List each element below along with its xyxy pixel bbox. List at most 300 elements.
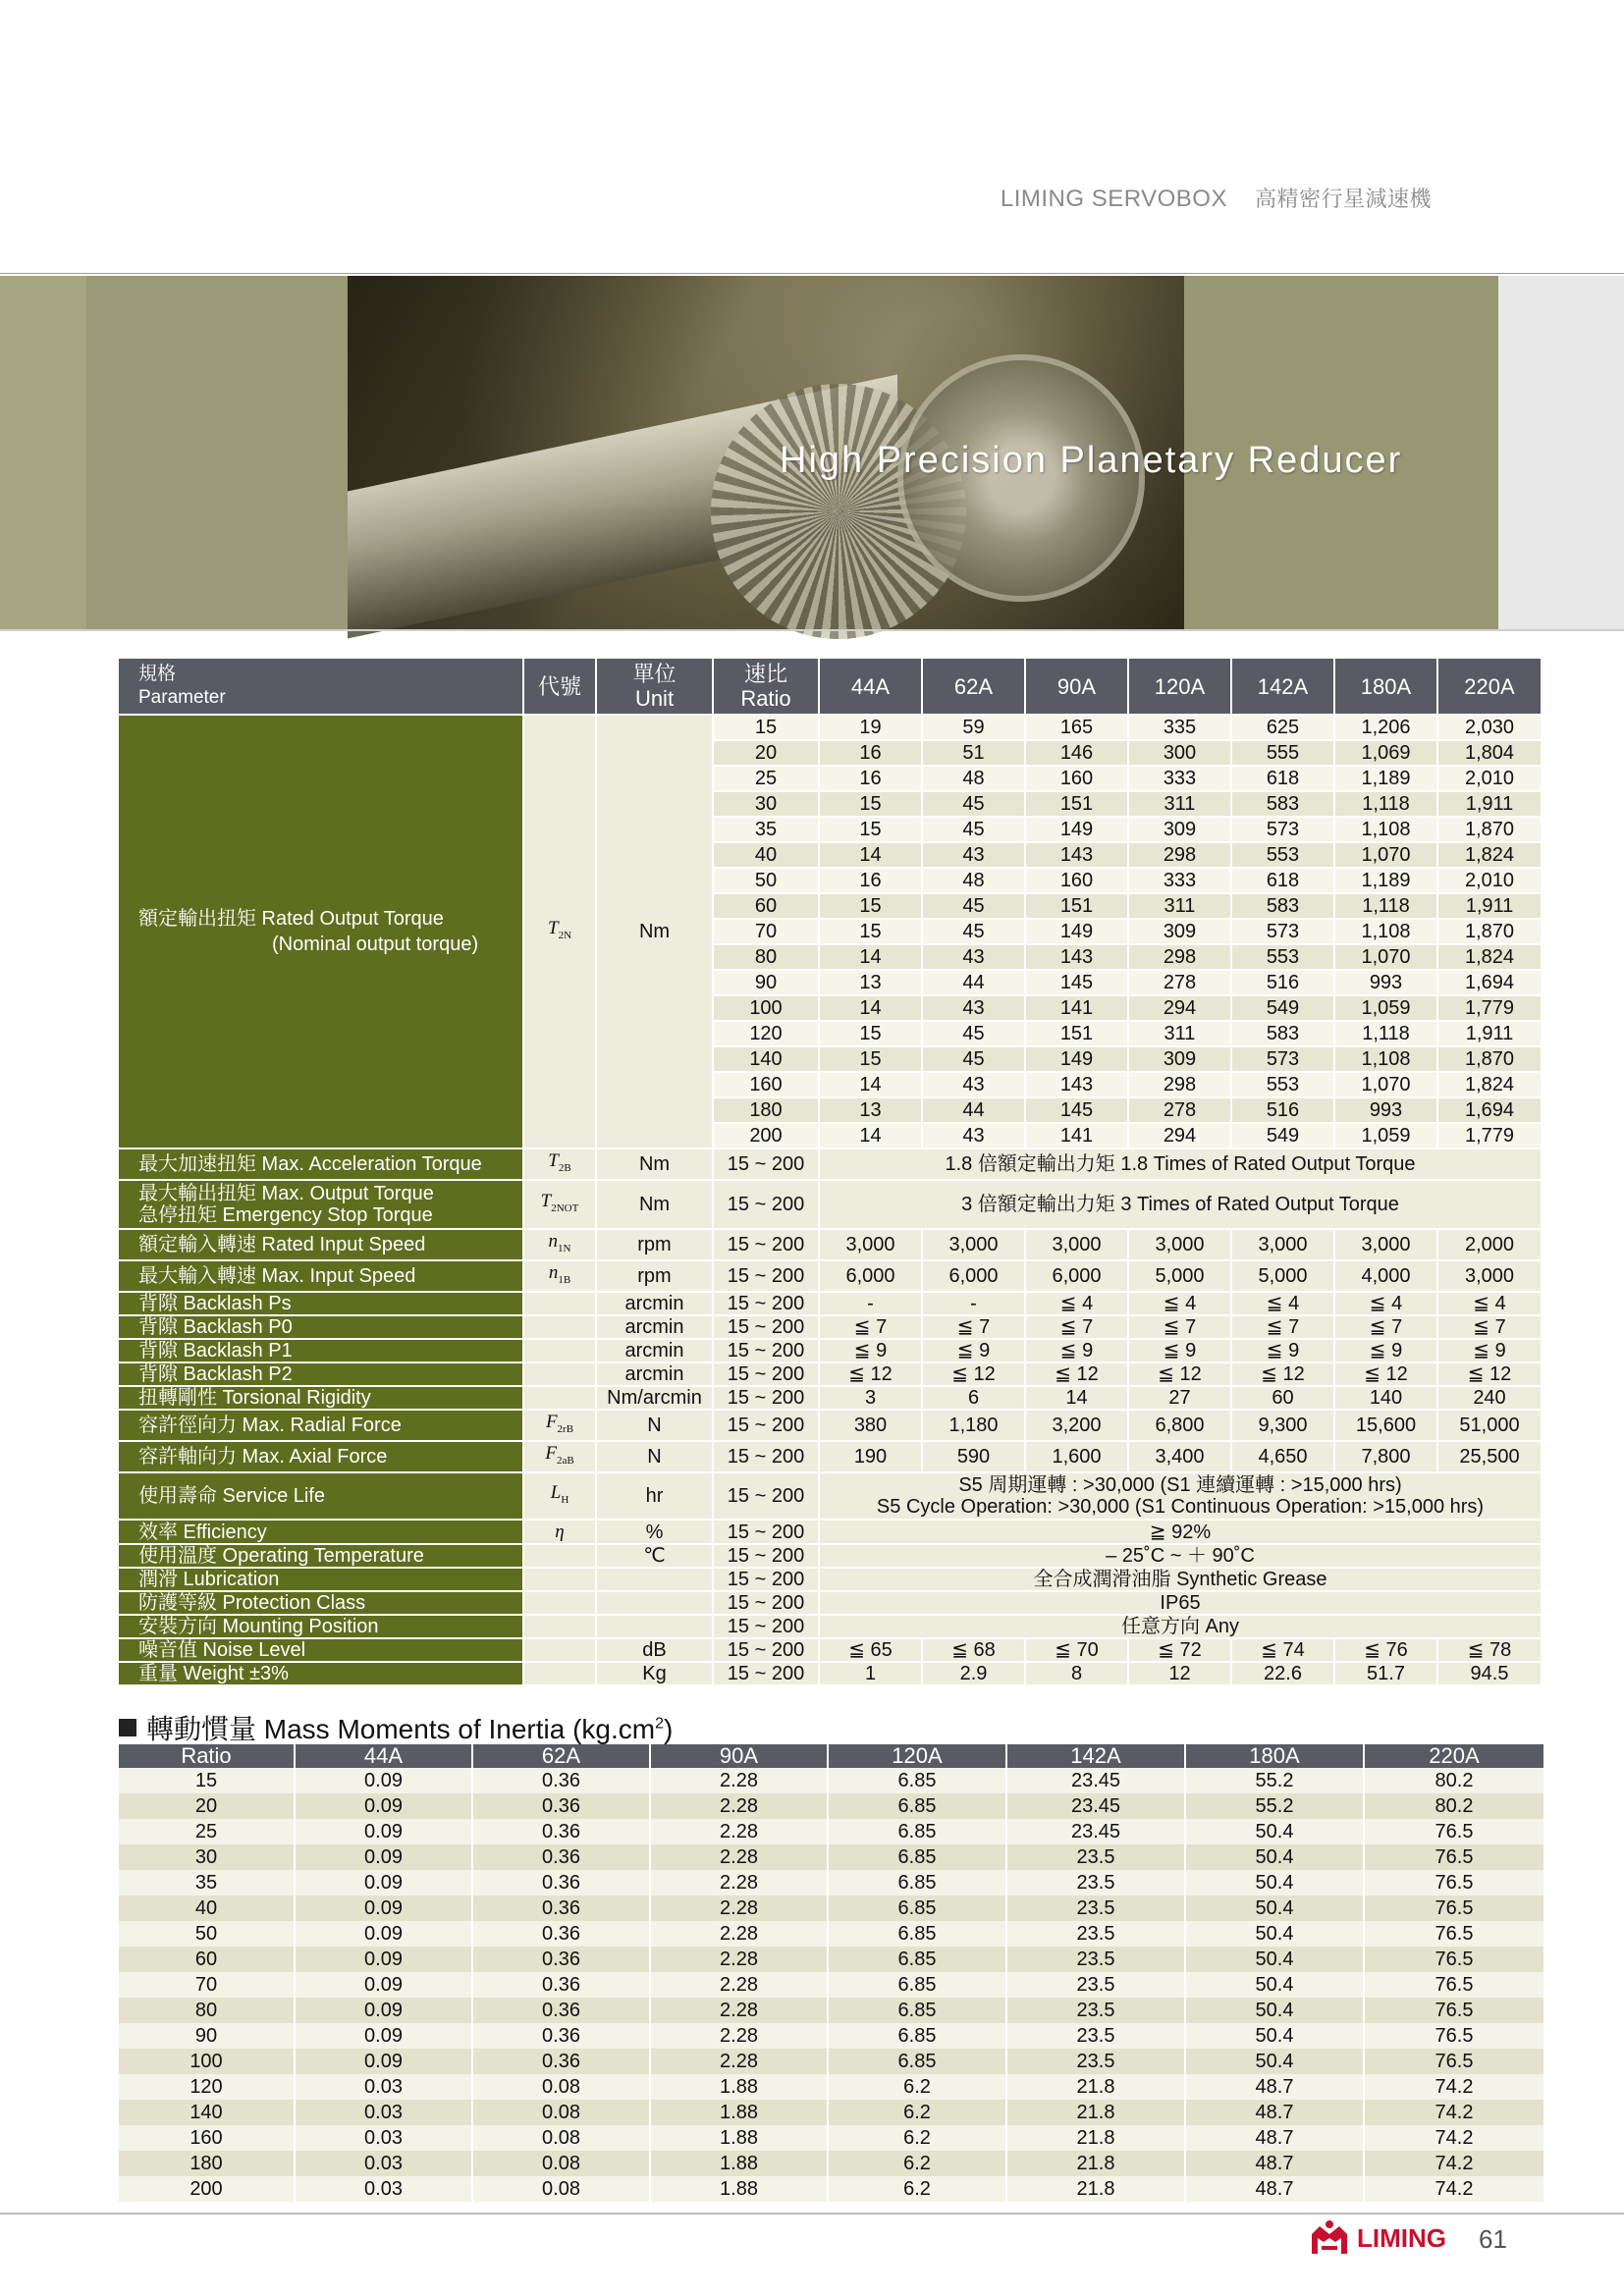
symbol: F [545, 1412, 558, 1432]
value-cell: ≦ 9 [1232, 1340, 1335, 1363]
inertia-row [119, 1844, 1545, 1870]
value-cell: 14 [820, 843, 923, 869]
inertia-value-cell: 1.88 [651, 2074, 829, 2100]
inertia-value-cell: 23.45 [1007, 1768, 1186, 1793]
value-cell: ≦ 12 [1232, 1363, 1335, 1387]
inertia-value-cell: 2.28 [651, 2049, 829, 2074]
value-cell: 19 [820, 716, 923, 741]
span-value-cell: 1.8 倍額定輸出力矩 1.8 Times of Rated Output Torque [820, 1149, 1543, 1181]
ratio-cell: 15 ~ 200 [714, 1616, 820, 1639]
inertia-value-cell: 6.85 [829, 1819, 1007, 1844]
value-cell: ≦ 4 [1335, 1293, 1438, 1316]
symbol: T [548, 1150, 559, 1171]
inertia-value-cell: 48.7 [1186, 2125, 1365, 2151]
rated-torque-symbol [524, 716, 597, 1149]
span-value-cell: 3 倍額定輸出力矩 3 Times of Rated Output Torque [820, 1181, 1543, 1230]
value-cell: 45 [923, 920, 1026, 945]
value-cell: 573 [1232, 920, 1335, 945]
spec-row [119, 1663, 1543, 1686]
spec-label: 潤滑 Lubrication [119, 1569, 524, 1592]
value-cell: 335 [1129, 716, 1232, 741]
value-cell: 151 [1026, 894, 1129, 920]
value-cell: ≦ 12 [923, 1363, 1026, 1387]
spec-row [119, 1340, 1543, 1363]
inertia-value-cell: 0.08 [473, 2074, 651, 2100]
value-cell: ≦ 9 [820, 1340, 923, 1363]
value-cell: 43 [923, 1073, 1026, 1098]
value-cell: 6 [923, 1387, 1026, 1411]
ratio-cell: 35 [714, 818, 820, 843]
value-cell: 1,870 [1438, 1047, 1543, 1073]
symbol-subscript: 1B [558, 1274, 571, 1286]
square-bullet-icon [119, 1719, 136, 1736]
value-cell: 555 [1232, 741, 1335, 767]
value-cell: 1 [820, 1663, 923, 1686]
inertia-ratio-cell: 60 [119, 1947, 296, 1972]
value-cell: 145 [1026, 971, 1129, 996]
symbol-cell [524, 1473, 597, 1521]
value-cell: 2,010 [1438, 767, 1543, 792]
value-cell: 3,400 [1129, 1442, 1232, 1473]
value-cell: 573 [1232, 818, 1335, 843]
value-cell: 333 [1129, 869, 1232, 894]
value-cell: ≦ 68 [923, 1639, 1026, 1663]
symbol-cell [524, 1149, 597, 1181]
inertia-value-cell: 48.7 [1186, 2100, 1365, 2125]
inertia-header-cell: Ratio [119, 1744, 296, 1768]
symbol-cell [524, 1442, 597, 1473]
value-cell: 1,824 [1438, 843, 1543, 869]
value-cell: 43 [923, 945, 1026, 971]
value-cell: 15 [820, 792, 923, 818]
spec-row [119, 1387, 1543, 1411]
inertia-value-cell: 23.5 [1007, 1972, 1186, 1998]
spec-label: 背隙 Backlash P1 [119, 1340, 524, 1363]
spec-label-line1: 最大輸出扭矩 Max. Output Torque [138, 1183, 434, 1204]
inertia-ratio-cell: 50 [119, 1921, 296, 1947]
inertia-header-cell: 220A [1365, 1744, 1545, 1768]
inertia-value-cell: 74.2 [1365, 2125, 1545, 2151]
ratio-cell: 40 [714, 843, 820, 869]
value-cell: 9,300 [1232, 1411, 1335, 1442]
value-cell: ≦ 12 [1438, 1363, 1543, 1387]
span-value-cell: IP65 [820, 1592, 1543, 1616]
inertia-value-cell: 6.85 [829, 1998, 1007, 2023]
inertia-row [119, 2125, 1545, 2151]
inertia-row [119, 1870, 1545, 1896]
inertia-value-cell: 0.09 [296, 1819, 473, 1844]
value-cell: 1,108 [1335, 1047, 1438, 1073]
ratio-cell: 90 [714, 971, 820, 996]
inertia-value-cell: 23.5 [1007, 1870, 1186, 1896]
symbol-subscript: 2N [558, 930, 572, 941]
inertia-value-cell: 2.28 [651, 1870, 829, 1896]
inertia-value-cell: 0.09 [296, 2049, 473, 2074]
value-cell: 15 [820, 1022, 923, 1047]
spec-row [119, 1181, 1543, 1230]
value-cell: 48 [923, 767, 1026, 792]
value-cell: ≦ 12 [1335, 1363, 1438, 1387]
span-value-cell [820, 1473, 1543, 1521]
inertia-value-cell: 6.2 [829, 2100, 1007, 2125]
symbol-subscript: 2NOT [551, 1202, 579, 1214]
value-cell: 15 [820, 1047, 923, 1073]
value-cell: 165 [1026, 716, 1129, 741]
value-cell: 141 [1026, 996, 1129, 1022]
value-cell: 8 [1026, 1663, 1129, 1686]
spec-label [119, 1181, 524, 1230]
inertia-value-cell: 0.09 [296, 1921, 473, 1947]
value-cell: 311 [1129, 894, 1232, 920]
value-cell: 1,180 [923, 1411, 1026, 1442]
value-cell: 309 [1129, 818, 1232, 843]
value-cell: ≦ 12 [1026, 1363, 1129, 1387]
value-cell: 6,000 [923, 1261, 1026, 1293]
brand-name: LIMING SERVOBOX [1000, 186, 1227, 212]
symbol: n [548, 1262, 559, 1283]
value-cell: 3,200 [1026, 1411, 1129, 1442]
value-cell: 16 [820, 869, 923, 894]
inertia-value-cell: 21.8 [1007, 2100, 1186, 2125]
inertia-row [119, 2176, 1545, 2202]
ratio-cell: 200 [714, 1124, 820, 1149]
symbol: n [548, 1231, 559, 1252]
inertia-ratio-cell: 35 [119, 1870, 296, 1896]
inertia-ratio-cell: 40 [119, 1896, 296, 1921]
value-cell: 43 [923, 1124, 1026, 1149]
inertia-value-cell: 50.4 [1186, 1819, 1365, 1844]
inertia-value-cell: 50.4 [1186, 2049, 1365, 2074]
inertia-header-cell: 120A [829, 1744, 1007, 1768]
inertia-value-cell: 76.5 [1365, 2023, 1545, 2049]
symbol: η [555, 1522, 565, 1542]
inertia-value-cell: 2.28 [651, 1819, 829, 1844]
symbol-cell [524, 1181, 597, 1230]
value-cell: 13 [820, 1098, 923, 1124]
value-cell: ≦ 72 [1129, 1639, 1232, 1663]
value-cell: 549 [1232, 1124, 1335, 1149]
spec-label: 扭轉剛性 Torsional Rigidity [119, 1387, 524, 1411]
value-cell: 140 [1335, 1387, 1438, 1411]
inertia-value-cell: 0.09 [296, 1870, 473, 1896]
ratio-cell: 70 [714, 920, 820, 945]
footer-divider [0, 2213, 1624, 2215]
value-cell: ≦ 9 [923, 1340, 1026, 1363]
value-cell: 149 [1026, 920, 1129, 945]
inertia-value-cell: 2.28 [651, 1844, 829, 1870]
value-cell: 14 [820, 996, 923, 1022]
value-cell: ≦ 9 [1335, 1340, 1438, 1363]
value-cell: 43 [923, 843, 1026, 869]
inertia-row [119, 1921, 1545, 1947]
spec-label: 背隙 Backlash Ps [119, 1293, 524, 1316]
value-cell: ≦ 9 [1026, 1340, 1129, 1363]
value-cell: 1,804 [1438, 741, 1543, 767]
inertia-table [119, 1744, 1545, 2202]
value-cell: 149 [1026, 1047, 1129, 1073]
inertia-ratio-cell: 30 [119, 1844, 296, 1870]
inertia-row [119, 2023, 1545, 2049]
value-cell: 590 [923, 1442, 1026, 1473]
logo-text: LIMING [1357, 2222, 1446, 2253]
value-cell: 14 [820, 1073, 923, 1098]
inertia-value-cell: 6.85 [829, 1793, 1007, 1819]
banner-divider [0, 629, 1624, 631]
inertia-value-cell: 6.85 [829, 1768, 1007, 1793]
ratio-cell: 15 ~ 200 [714, 1639, 820, 1663]
value-cell: 1,600 [1026, 1442, 1129, 1473]
value-cell: 311 [1129, 1022, 1232, 1047]
spec-row [119, 1363, 1543, 1387]
value-cell: ≦ 7 [1129, 1316, 1232, 1340]
value-cell: ≦ 7 [1438, 1316, 1543, 1340]
value-cell: 1,824 [1438, 945, 1543, 971]
value-cell: 240 [1438, 1387, 1543, 1411]
inertia-value-cell: 23.5 [1007, 2023, 1186, 2049]
value-cell: ≦ 65 [820, 1639, 923, 1663]
spec-row [119, 1569, 1543, 1592]
inertia-header-cell: 44A [296, 1744, 473, 1768]
spec-row [119, 1616, 1543, 1639]
model-header: 180A [1335, 659, 1438, 716]
inertia-value-cell: 50.4 [1186, 1844, 1365, 1870]
ratio-cell: 15 ~ 200 [714, 1340, 820, 1363]
value-cell: 1,059 [1335, 996, 1438, 1022]
model-header: 142A [1232, 659, 1335, 716]
value-cell: 993 [1335, 971, 1438, 996]
inertia-value-cell: 50.4 [1186, 1921, 1365, 1947]
inertia-value-cell: 50.4 [1186, 1947, 1365, 1972]
ratio-cell: 15 ~ 200 [714, 1363, 820, 1387]
symbol-cell [524, 1411, 597, 1442]
value-cell: 1,108 [1335, 818, 1438, 843]
symbol-subscript: 1N [558, 1243, 571, 1255]
inertia-ratio-cell: 100 [119, 2049, 296, 2074]
inertia-value-cell: 1.88 [651, 2125, 829, 2151]
spec-label: 額定輸入轉速 Rated Input Speed [119, 1230, 524, 1261]
inertia-value-cell: 6.2 [829, 2151, 1007, 2176]
inertia-ratio-cell: 25 [119, 1819, 296, 1844]
torque-row [119, 716, 1543, 741]
ratio-cell: 50 [714, 869, 820, 894]
span-value-cell: ≧ 92% [820, 1521, 1543, 1545]
value-cell: 149 [1026, 818, 1129, 843]
inertia-value-cell: 76.5 [1365, 1998, 1545, 2023]
inertia-value-cell: 6.85 [829, 1921, 1007, 1947]
value-cell: 3,000 [1026, 1230, 1129, 1261]
ratio-cell: 160 [714, 1073, 820, 1098]
spec-label: 使用溫度 Operating Temperature [119, 1545, 524, 1569]
inertia-row [119, 1793, 1545, 1819]
unit-cell [597, 1592, 714, 1616]
inertia-value-cell: 2.28 [651, 1768, 829, 1793]
inertia-header-cell: 90A [651, 1744, 829, 1768]
rated-torque-label-line1: 額定輸出扭矩 Rated Output Torque [138, 908, 444, 930]
ratio-cell: 15 ~ 200 [714, 1545, 820, 1569]
value-cell: 618 [1232, 869, 1335, 894]
inertia-value-cell: 6.85 [829, 1844, 1007, 1870]
value-cell: 12 [1129, 1663, 1232, 1686]
value-cell: 51.7 [1335, 1663, 1438, 1686]
value-cell: ≦ 7 [1232, 1316, 1335, 1340]
unit-cell: hr [597, 1473, 714, 1521]
inertia-row [119, 1768, 1545, 1793]
inertia-value-cell: 0.36 [473, 2023, 651, 2049]
spec-row [119, 1411, 1543, 1442]
inertia-value-cell: 0.09 [296, 1768, 473, 1793]
value-cell: 553 [1232, 1073, 1335, 1098]
inertia-value-cell: 50.4 [1186, 1896, 1365, 1921]
symbol-cell [524, 1545, 597, 1569]
value-cell: 4,000 [1335, 1261, 1438, 1293]
ratio-cell: 15 ~ 200 [714, 1569, 820, 1592]
value-cell: 6,800 [1129, 1411, 1232, 1442]
inertia-value-cell: 1.88 [651, 2176, 829, 2202]
span-value-cell: – 25˚C ~ ＋ 90˚C [820, 1545, 1543, 1569]
value-cell: 583 [1232, 894, 1335, 920]
value-cell: 145 [1026, 1098, 1129, 1124]
spec-label: 背隙 Backlash P2 [119, 1363, 524, 1387]
value-cell: 45 [923, 1022, 1026, 1047]
symbol-cell [524, 1569, 597, 1592]
inertia-value-cell: 21.8 [1007, 2074, 1186, 2100]
inertia-value-cell: 2.28 [651, 1921, 829, 1947]
inertia-value-cell: 23.5 [1007, 1947, 1186, 1972]
inertia-ratio-cell: 180 [119, 2151, 296, 2176]
rated-torque-label-line2: (Nominal output torque) [272, 934, 479, 955]
value-cell: 1,911 [1438, 792, 1543, 818]
value-cell: - [923, 1293, 1026, 1316]
model-header: 62A [923, 659, 1026, 716]
symbol-cell [524, 1293, 597, 1316]
inertia-value-cell: 48.7 [1186, 2074, 1365, 2100]
inertia-row [119, 2100, 1545, 2125]
inertia-ratio-cell: 160 [119, 2125, 296, 2151]
value-cell: 51 [923, 741, 1026, 767]
value-cell: 278 [1129, 1098, 1232, 1124]
value-cell: 45 [923, 894, 1026, 920]
value-cell: 1,059 [1335, 1124, 1438, 1149]
inertia-row [119, 2049, 1545, 2074]
inertia-ratio-cell: 15 [119, 1768, 296, 1793]
inertia-value-cell: 76.5 [1365, 2049, 1545, 2074]
inertia-value-cell: 0.03 [296, 2125, 473, 2151]
unit-cell: arcmin [597, 1316, 714, 1340]
unit-cell: % [597, 1521, 714, 1545]
value-cell: 1,694 [1438, 1098, 1543, 1124]
inertia-header-cell: 180A [1186, 1744, 1365, 1768]
value-cell: ≦ 7 [820, 1316, 923, 1340]
rated-torque-label [119, 716, 524, 1149]
inertia-ratio-cell: 120 [119, 2074, 296, 2100]
value-cell: 3 [820, 1387, 923, 1411]
value-cell: 14 [820, 945, 923, 971]
value-cell: 1,069 [1335, 741, 1438, 767]
inertia-row [119, 1947, 1545, 1972]
value-cell: 549 [1232, 996, 1335, 1022]
unit-cell: Nm [597, 1149, 714, 1181]
unit-cell: dB [597, 1639, 714, 1663]
code-header: 代號 [524, 659, 597, 716]
ratio-header: 速比 Ratio [714, 659, 820, 716]
inertia-value-cell: 76.5 [1365, 1896, 1545, 1921]
inertia-header-cell: 142A [1007, 1744, 1186, 1768]
value-cell: 3,000 [1438, 1261, 1543, 1293]
inertia-ratio-cell: 140 [119, 2100, 296, 2125]
spec-header-row [119, 659, 1543, 716]
symbol-subscript: 2rB [557, 1423, 574, 1435]
symbol-cell [524, 1363, 597, 1387]
symbol: L [550, 1482, 562, 1503]
value-cell: 48 [923, 869, 1026, 894]
value-cell: ≦ 9 [1129, 1340, 1232, 1363]
unit-cell: arcmin [597, 1363, 714, 1387]
spec-label: 重量 Weight ±3% [119, 1663, 524, 1686]
inertia-value-cell: 48.7 [1186, 2176, 1365, 2202]
spec-row [119, 1592, 1543, 1616]
symbol-cell [524, 1316, 597, 1340]
ratio-cell: 15 ~ 200 [714, 1442, 820, 1473]
value-cell: 45 [923, 792, 1026, 818]
inertia-value-cell: 6.85 [829, 1896, 1007, 1921]
symbol-cell [524, 1340, 597, 1363]
value-cell: 1,779 [1438, 1124, 1543, 1149]
value-cell: 190 [820, 1442, 923, 1473]
value-cell: 15 [820, 920, 923, 945]
inertia-value-cell: 6.85 [829, 1947, 1007, 1972]
value-cell: 1,206 [1335, 716, 1438, 741]
value-cell: 3,000 [1335, 1230, 1438, 1261]
ratio-cell: 30 [714, 792, 820, 818]
top-divider [0, 273, 1624, 274]
unit-cell: rpm [597, 1230, 714, 1261]
banner-title: High Precision Planetary Reducer [780, 440, 1403, 481]
value-cell: 1,870 [1438, 920, 1543, 945]
inertia-header-row [119, 1744, 1545, 1768]
inertia-value-cell: 0.36 [473, 1998, 651, 2023]
inertia-value-cell: 50.4 [1186, 1998, 1365, 2023]
inertia-value-cell: 21.8 [1007, 2151, 1186, 2176]
inertia-value-cell: 74.2 [1365, 2074, 1545, 2100]
inertia-value-cell: 2.28 [651, 1793, 829, 1819]
value-cell: 1,070 [1335, 945, 1438, 971]
value-cell: 3,000 [923, 1230, 1026, 1261]
value-cell: 59 [923, 716, 1026, 741]
value-cell: ≦ 12 [820, 1363, 923, 1387]
inertia-value-cell: 6.2 [829, 2074, 1007, 2100]
inertia-section-title: 轉動慣量 Mass Moments of Inertia $(kg.cm^2)$ [119, 1708, 673, 1747]
value-cell: 6,000 [1026, 1261, 1129, 1293]
spec-row [119, 1149, 1543, 1181]
value-cell: 7,800 [1335, 1442, 1438, 1473]
spec-row [119, 1442, 1543, 1473]
model-header: 120A [1129, 659, 1232, 716]
inertia-ratio-cell: 80 [119, 1998, 296, 2023]
inertia-value-cell: 21.8 [1007, 2176, 1186, 2202]
symbol-subscript: H [561, 1494, 569, 1506]
ratio-cell: 60 [714, 894, 820, 920]
value-cell: 298 [1129, 1073, 1232, 1098]
ratio-cell: 180 [714, 1098, 820, 1124]
value-cell: ≦ 7 [923, 1316, 1026, 1340]
inertia-value-cell: 23.5 [1007, 1896, 1186, 1921]
value-cell: 298 [1129, 843, 1232, 869]
value-cell: ≦ 74 [1232, 1639, 1335, 1663]
value-cell: - [820, 1293, 923, 1316]
inertia-header-cell: 62A [473, 1744, 651, 1768]
span-value-cell: 全合成潤滑油脂 Synthetic Grease [820, 1569, 1543, 1592]
symbol-cell [524, 1592, 597, 1616]
